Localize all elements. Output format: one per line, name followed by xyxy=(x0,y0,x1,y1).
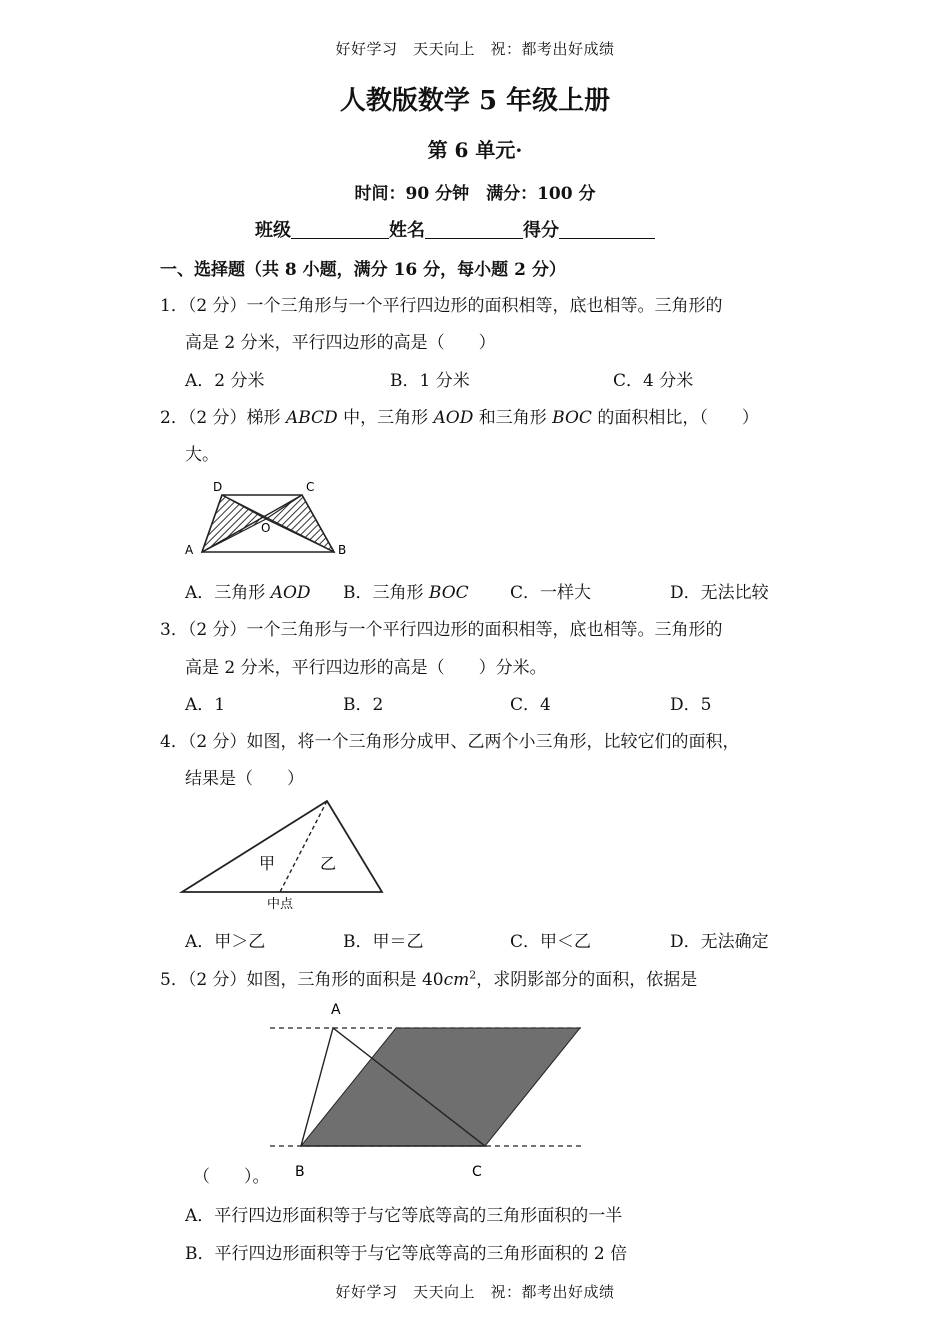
q3-option-c: C．4 xyxy=(510,695,551,715)
q1-line2: 高是 2 分米，平行四边形的高是（ ） xyxy=(185,333,496,353)
q3-line2: 高是 2 分米，平行四边形的高是（ ）分米。 xyxy=(185,658,547,678)
q4-line1: 4．（2 分）如图，将一个三角形分成甲、乙两个小三角形，比较它们的面积， xyxy=(160,732,740,752)
header-motto: 好好学习 天天向上 祝：都考出好成绩 xyxy=(335,40,615,58)
triangle-figure xyxy=(175,795,390,915)
q3-option-a: A．1 xyxy=(185,695,226,715)
label-c: C xyxy=(306,480,315,494)
class-blank xyxy=(291,220,389,239)
student-info xyxy=(255,216,655,242)
class-label: 班级 xyxy=(255,220,291,241)
q1-option-c: C．4 分米 xyxy=(613,371,694,391)
name-label: 姓名 xyxy=(389,220,425,241)
q3-option-d: D．5 xyxy=(670,695,712,715)
q4-option-b: B．甲＝乙 xyxy=(343,932,424,952)
trapezoid-figure xyxy=(180,478,360,560)
q1-option-a: A．2 分米 xyxy=(185,371,265,391)
triangle-outline xyxy=(182,801,382,892)
q5-option-a: A．平行四边形面积等于与它等底等高的三角形面积的一半 xyxy=(185,1206,623,1226)
q2-option-b: B．三角形 BOC xyxy=(343,583,469,603)
q1-option-b: B．1 分米 xyxy=(390,371,470,391)
unit-title: 第 6 单元· xyxy=(427,138,523,162)
footer-motto: 好好学习 天天向上 祝：都考出好成绩 xyxy=(335,1283,615,1301)
q5-option-b: B．平行四边形面积等于与它等底等高的三角形面积的 2 倍 xyxy=(185,1244,628,1264)
label-midpoint: 中点 xyxy=(267,897,294,912)
page-title: 人教版数学 5 年级上册 xyxy=(339,86,611,116)
name-blank xyxy=(425,220,523,239)
label-yi: 乙 xyxy=(320,854,337,873)
label-a: A xyxy=(185,543,194,557)
q3-option-b: B．2 xyxy=(343,695,384,715)
q4-option-c: C．甲＜乙 xyxy=(510,932,592,952)
q2-option-c: C．一样大 xyxy=(510,583,592,603)
score-label: 得分 xyxy=(523,220,559,241)
q2-option-d: D．无法比较 xyxy=(670,583,769,603)
label-a: A xyxy=(331,1002,341,1018)
label-d: D xyxy=(213,480,223,494)
q5-line2: （ ）。 xyxy=(193,1167,270,1187)
shaded-left-triangle xyxy=(202,495,266,552)
shaded-right-triangle xyxy=(266,495,334,552)
label-b: B xyxy=(295,1164,305,1180)
label-c: C xyxy=(472,1164,482,1180)
score-blank xyxy=(559,220,655,239)
q2-line1: 2．（2 分）梯形 ABCD 中，三角形 AOD 和三角形 BOC 的面积相比，（ ） xyxy=(160,408,759,428)
q3-line1: 3．（2 分）一个三角形与一个平行四边形的面积相等，底也相等。三角形的 xyxy=(160,620,723,640)
q1-line1: 1．（2 分）一个三角形与一个平行四边形的面积相等，底也相等。三角形的 xyxy=(160,296,723,316)
q5-line1: 5．（2 分）如图，三角形的面积是 $40cm^2$，求阴影部分的面积，依据是 xyxy=(160,968,698,990)
q4-option-a: A．甲＞乙 xyxy=(185,932,266,952)
label-b: B xyxy=(338,543,347,557)
q4-option-d: D．无法确定 xyxy=(670,932,769,952)
q2-line2: 大。 xyxy=(185,445,219,465)
parallelogram-figure xyxy=(265,995,595,1185)
time-score: 时间：90 分钟 满分：100 分 xyxy=(354,184,596,204)
median-line xyxy=(280,801,327,892)
label-jia: 甲 xyxy=(259,854,276,873)
q4-line2: 结果是（ ） xyxy=(185,769,304,789)
q2-option-a: A．三角形 AOD xyxy=(185,583,311,603)
shaded-parallelogram xyxy=(301,1028,580,1146)
section-heading: 一、选择题（共 8 小题，满分 16 分，每小题 2 分） xyxy=(160,260,566,280)
label-o: O xyxy=(261,521,271,535)
